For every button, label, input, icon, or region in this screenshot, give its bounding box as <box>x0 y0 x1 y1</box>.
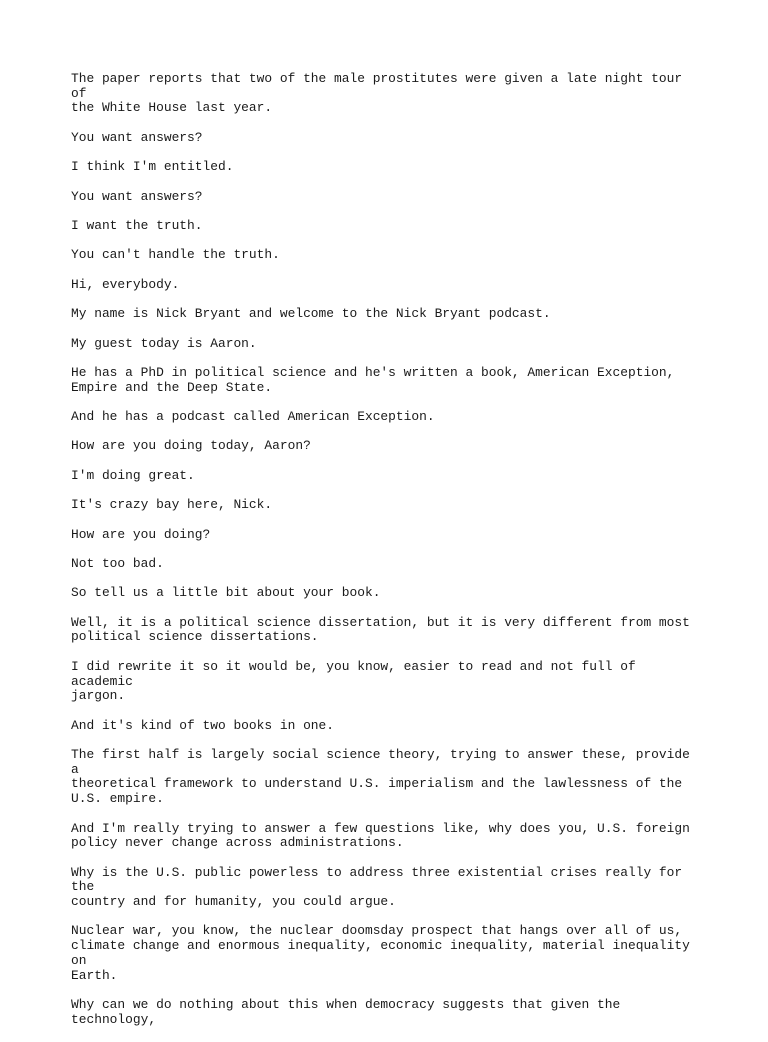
transcript-paragraph: My guest today is Aaron. <box>71 335 257 351</box>
transcript-paragraph: I think I'm entitled. <box>71 159 234 175</box>
transcript-paragraph: You want answers? <box>71 188 203 204</box>
transcript-paragraph: The first half is largely social science theory, trying to answer these, provide a theoretical framework to understand U.S. imperialism and the lawlessness of the U.S. empire. <box>71 747 690 807</box>
transcript-paragraph: And I'm really trying to answer a few questions like, why does you, U.S. foreign policy never change across administrations. <box>71 820 690 851</box>
transcript-paragraph: Why can we do nothing about this when democracy suggests that given the technology, <box>71 996 628 1027</box>
transcript-paragraph: How are you doing? <box>71 526 211 542</box>
transcript-page <box>71 72 701 1042</box>
transcript-paragraph: Not too bad. <box>71 555 164 571</box>
transcript-paragraph: How are you doing today, Aaron? <box>71 438 311 454</box>
transcript-paragraph: Nuclear war, you know, the nuclear doomsday prospect that hangs over all of us, climate change and enormous inequality, economic inequality, material inequality on Earth. <box>71 923 690 983</box>
transcript-paragraph: And he has a podcast called American Exception. <box>71 409 435 425</box>
transcript-paragraph: My name is Nick Bryant and welcome to the Nick Bryant podcast. <box>71 306 551 322</box>
transcript-paragraph: Hi, everybody. <box>71 276 180 292</box>
transcript-paragraph: I'm doing great. <box>71 467 195 483</box>
transcript-paragraph: It's crazy bay here, Nick. <box>71 497 273 513</box>
transcript-paragraph: You want answers? <box>71 129 203 145</box>
transcript-paragraph: I did rewrite it so it would be, you know, easier to read and not full of academic jargon. <box>71 658 636 704</box>
transcript-paragraph: So tell us a little bit about your book. <box>71 585 381 601</box>
transcript-paragraph: Well, it is a political science dissertation, but it is very different from most political science dissertations. <box>71 614 690 645</box>
transcript-paragraph: Why is the U.S. public powerless to address three existential crises really for the country and for humanity, you could argue. <box>71 864 683 910</box>
transcript-paragraph: He has a PhD in political science and he's written a book, American Exception, Empire and the Deep State. <box>71 364 675 395</box>
transcript-paragraph: The paper reports that two of the male prostitutes were given a late night tour of the White House last year. <box>71 71 683 116</box>
transcript-paragraph: And it's kind of two books in one. <box>71 717 335 733</box>
transcript-paragraph: You can't handle the truth. <box>71 247 280 263</box>
transcript-paragraph: I want the truth. <box>71 217 203 233</box>
